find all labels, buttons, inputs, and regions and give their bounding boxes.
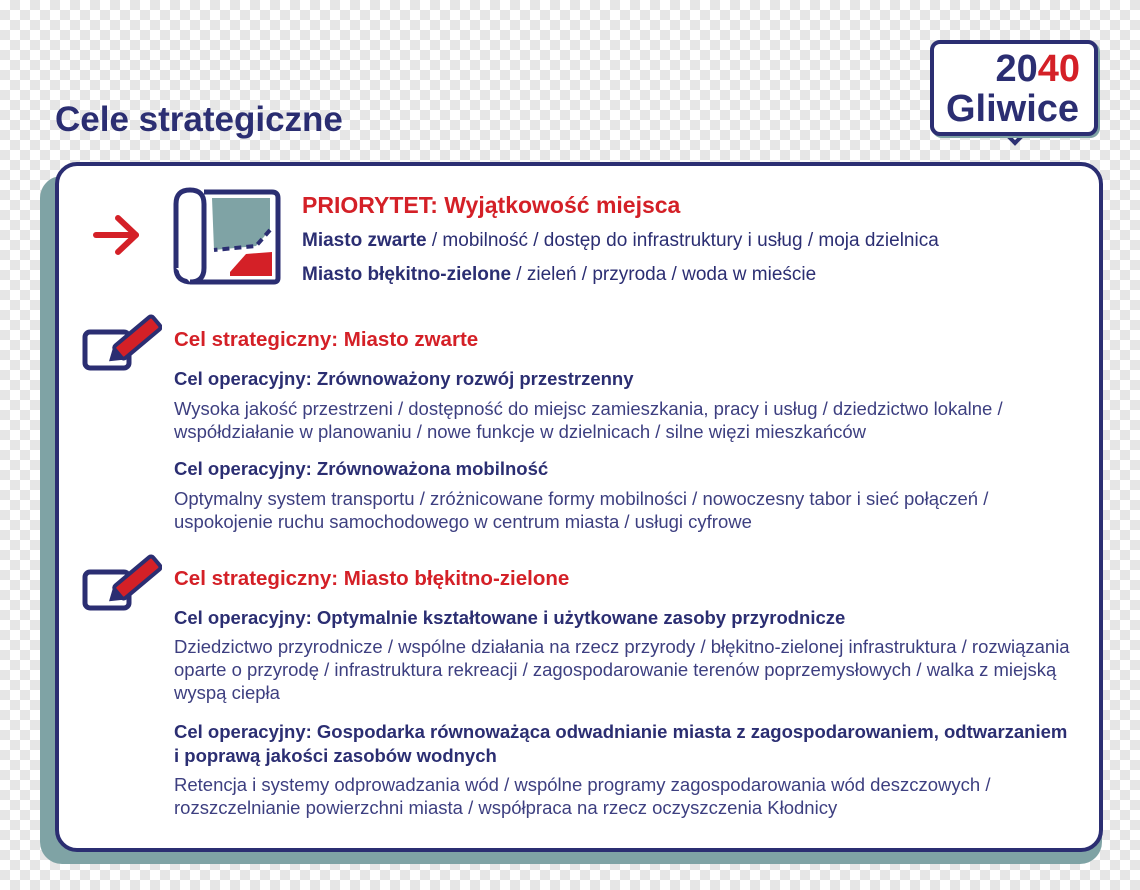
goal-1-op-1-title: Cel operacyjny: Zrównoważony rozwój przestrzenny bbox=[174, 368, 634, 389]
gliwice-2040-logo bbox=[930, 40, 1100, 150]
priority-line-2 bbox=[302, 264, 816, 286]
goal-2-op-1-title: Cel operacyjny: Optymalnie kształtowane i użytkowane zasoby przyrodnicze bbox=[174, 607, 846, 628]
goal-1-op-2-title: Cel operacyjny: Zrównoważona mobilność bbox=[174, 458, 549, 479]
page-title: Cele strategiczne bbox=[55, 100, 343, 139]
priority-line-1-rest: / mobilność / dostęp do infrastruktury i usług / moja dzielnica bbox=[426, 230, 939, 251]
priority-line-1 bbox=[302, 230, 939, 252]
logo-year-part1: 20 bbox=[995, 48, 1038, 90]
priority-line-2-bold: Miasto błękitno-zielone bbox=[302, 264, 512, 285]
goal-2-title: Cel strategiczny: Miasto błękitno-zielone bbox=[174, 567, 570, 590]
goal-1-title: Cel strategiczny: Miasto zwarte bbox=[174, 328, 479, 351]
goal-2-op-1-description: Dziedzictwo przyrodnicze / wspólne działania na rzecz przyrody / błękitno-zielonej infrastruktura / rozwiązania oparte o przyrodę / infrastruktura rekreacji / zagospodarowanie terenów poprzemysłowych / walka z miejską wyspą ciepła bbox=[174, 636, 1070, 703]
logo-year-part2: 40 bbox=[1037, 48, 1080, 90]
priority-line-2-rest: / zieleń / przyroda / woda w mieście bbox=[511, 264, 817, 285]
pencil-edit-icon bbox=[80, 552, 162, 614]
goal-2-op-2-title: Cel operacyjny: Gospodarka równoważąca odwadnianie miasta z zagospodarowaniem, odtwarzaniem i poprawą jakości zasobów wodnych bbox=[174, 721, 1068, 766]
folded-map-icon bbox=[168, 184, 283, 286]
logo-year bbox=[995, 48, 1080, 91]
priority-title: PRIORYTET: Wyjątkowość miejsca bbox=[302, 192, 681, 218]
logo-box bbox=[930, 40, 1098, 136]
logo-city: Gliwice bbox=[946, 88, 1080, 130]
goal-2-op-2-description: Retencja i systemy odprowadzania wód / wspólne programy zagospodarowania wód deszczowych / rozszczelnianie powierzchni miasta / współpraca na rzecz oczyszczenia Kłodnicy bbox=[174, 774, 991, 818]
arrow-right-icon bbox=[92, 212, 144, 258]
goal-1-op-1-description: Wysoka jakość przestrzeni / dostępność do miejsc zamieszkania, pracy i usług / dziedzictwo lokalne / współdziałanie w planowaniu / nowe funkcje w dzielnicach / silne więzi mieszkańców bbox=[174, 398, 1003, 442]
goal-1-op-2-description: Optymalny system transportu / zróżnicowane formy mobilności / nowoczesny tabor i sieć połączeń / uspokojenie ruchu samochodowego w centrum miasta / usługi cyfrowe bbox=[174, 488, 989, 532]
priority-line-1-bold: Miasto zwarte bbox=[302, 230, 427, 251]
pencil-edit-icon bbox=[80, 312, 162, 374]
